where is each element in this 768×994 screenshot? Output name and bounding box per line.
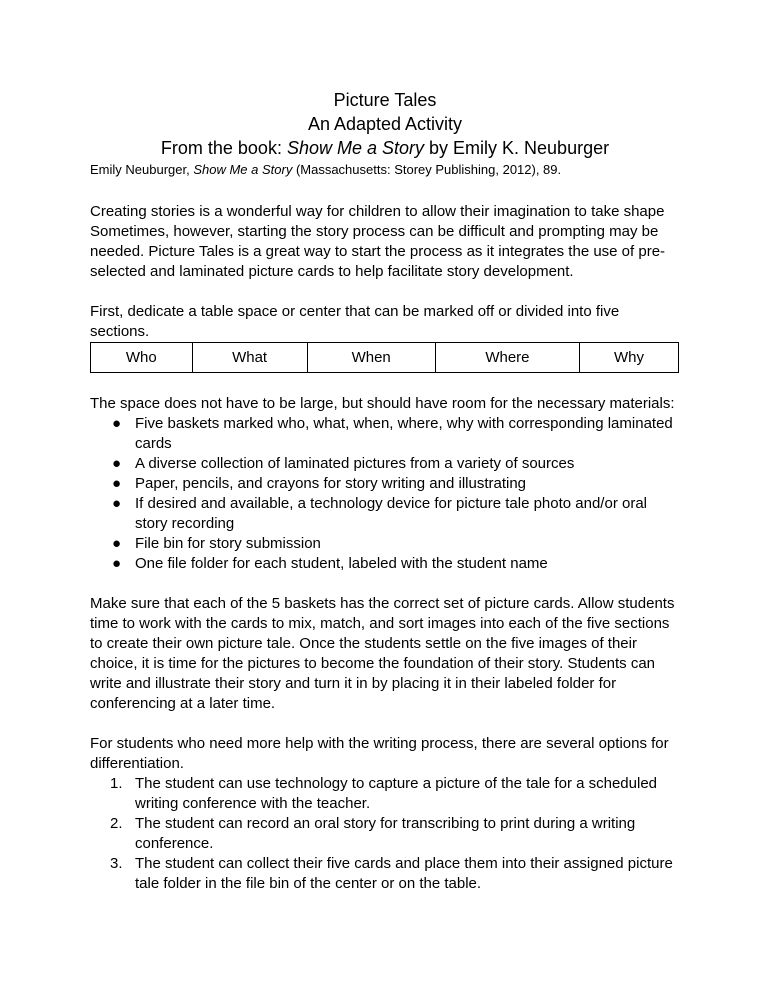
sections-table xyxy=(90,342,679,373)
bullet-icon: ● xyxy=(112,455,122,472)
option-number: 1. xyxy=(110,775,123,792)
materials-list xyxy=(90,414,680,574)
document-title: Picture Tales xyxy=(333,90,437,110)
bullet-icon: ● xyxy=(112,555,122,572)
citation-publication: (Massachusetts: Storey Publishing, 2012), 89. xyxy=(292,162,562,177)
section-where: Where xyxy=(435,343,579,373)
section-why: Why xyxy=(580,343,679,373)
materials-intro: The space does not have to be large, but should have room for the necessary materials: xyxy=(90,395,675,412)
list-item xyxy=(90,474,680,494)
section-who: Who xyxy=(91,343,193,373)
list-item xyxy=(90,534,680,554)
list-item-text: Paper, pencils, and crayons for story writing and illustrating xyxy=(135,475,527,492)
list-item-text: If desired and available, a technology device for picture tale photo and/or oral story recording xyxy=(135,495,647,532)
list-item xyxy=(90,774,680,814)
differentiation-intro: For students who need more help with the writing process, there are several options for differentiation. xyxy=(90,735,669,772)
differentiation-options xyxy=(90,774,680,894)
list-item-text: A diverse collection of laminated pictures from a variety of sources xyxy=(135,455,575,472)
bullet-icon: ● xyxy=(112,495,122,512)
list-item xyxy=(90,454,680,474)
list-item xyxy=(90,814,680,854)
list-item xyxy=(90,414,680,454)
book-source-title: Show Me a Story xyxy=(286,138,425,158)
sections-row xyxy=(91,343,679,373)
setup-paragraph: First, dedicate a table space or center that can be marked off or divided into five sections. xyxy=(90,303,620,340)
section-what: What xyxy=(192,343,307,373)
citation-book-title: Show Me a Story xyxy=(193,162,293,177)
document-subtitle: An Adapted Activity xyxy=(307,114,463,134)
option-number: 3. xyxy=(110,855,123,872)
list-item-text: Five baskets marked who, what, when, where, why with corresponding laminated cards xyxy=(135,415,673,452)
section-when: When xyxy=(307,343,435,373)
book-source-line xyxy=(90,136,680,160)
list-item xyxy=(90,854,680,894)
procedure-paragraph: Make sure that each of the 5 baskets has the correct set of picture cards. Allow students time to work with the cards to mix, match, and sort images into each of the five sections to create their own picture tale. Once the students settle on the five images of their choice, it is time for the pictures to become the foundation of their story. Students can write and illustrate their story and turn it in by placing it in their labeled folder for conferencing at a later time. xyxy=(90,595,675,712)
bullet-icon: ● xyxy=(112,535,122,552)
list-item-text: File bin for story submission xyxy=(135,535,321,552)
bullet-icon: ● xyxy=(112,475,122,492)
option-text: The student can use technology to capture a picture of the tale for a scheduled writing conference with the teacher. xyxy=(135,775,658,812)
book-source-author: by Emily K. Neuburger xyxy=(424,138,610,158)
list-item xyxy=(90,554,680,574)
list-item xyxy=(90,494,680,534)
option-text: The student can collect their five cards and place them into their assigned picture tale folder in the file bin of the center or on the table. xyxy=(135,855,673,892)
list-item-text: One file folder for each student, labeled with the student name xyxy=(135,555,548,572)
document-page xyxy=(90,88,680,894)
bullet-icon: ● xyxy=(112,415,122,432)
citation xyxy=(90,160,680,180)
intro-paragraph: Creating stories is a wonderful way for children to allow their imagination to take shape Sometimes, however, starting the story process can be difficult and prompting may be needed. Picture Tales is a great way to start the process as it integrates the use of pre-selected and laminated picture cards to help facilitate story development. xyxy=(90,203,666,280)
book-source-prefix: From the book: xyxy=(160,138,287,158)
citation-author: Emily Neuburger, xyxy=(90,162,194,177)
option-number: 2. xyxy=(110,815,123,832)
option-text: The student can record an oral story for transcribing to print during a writing conference. xyxy=(135,815,636,852)
